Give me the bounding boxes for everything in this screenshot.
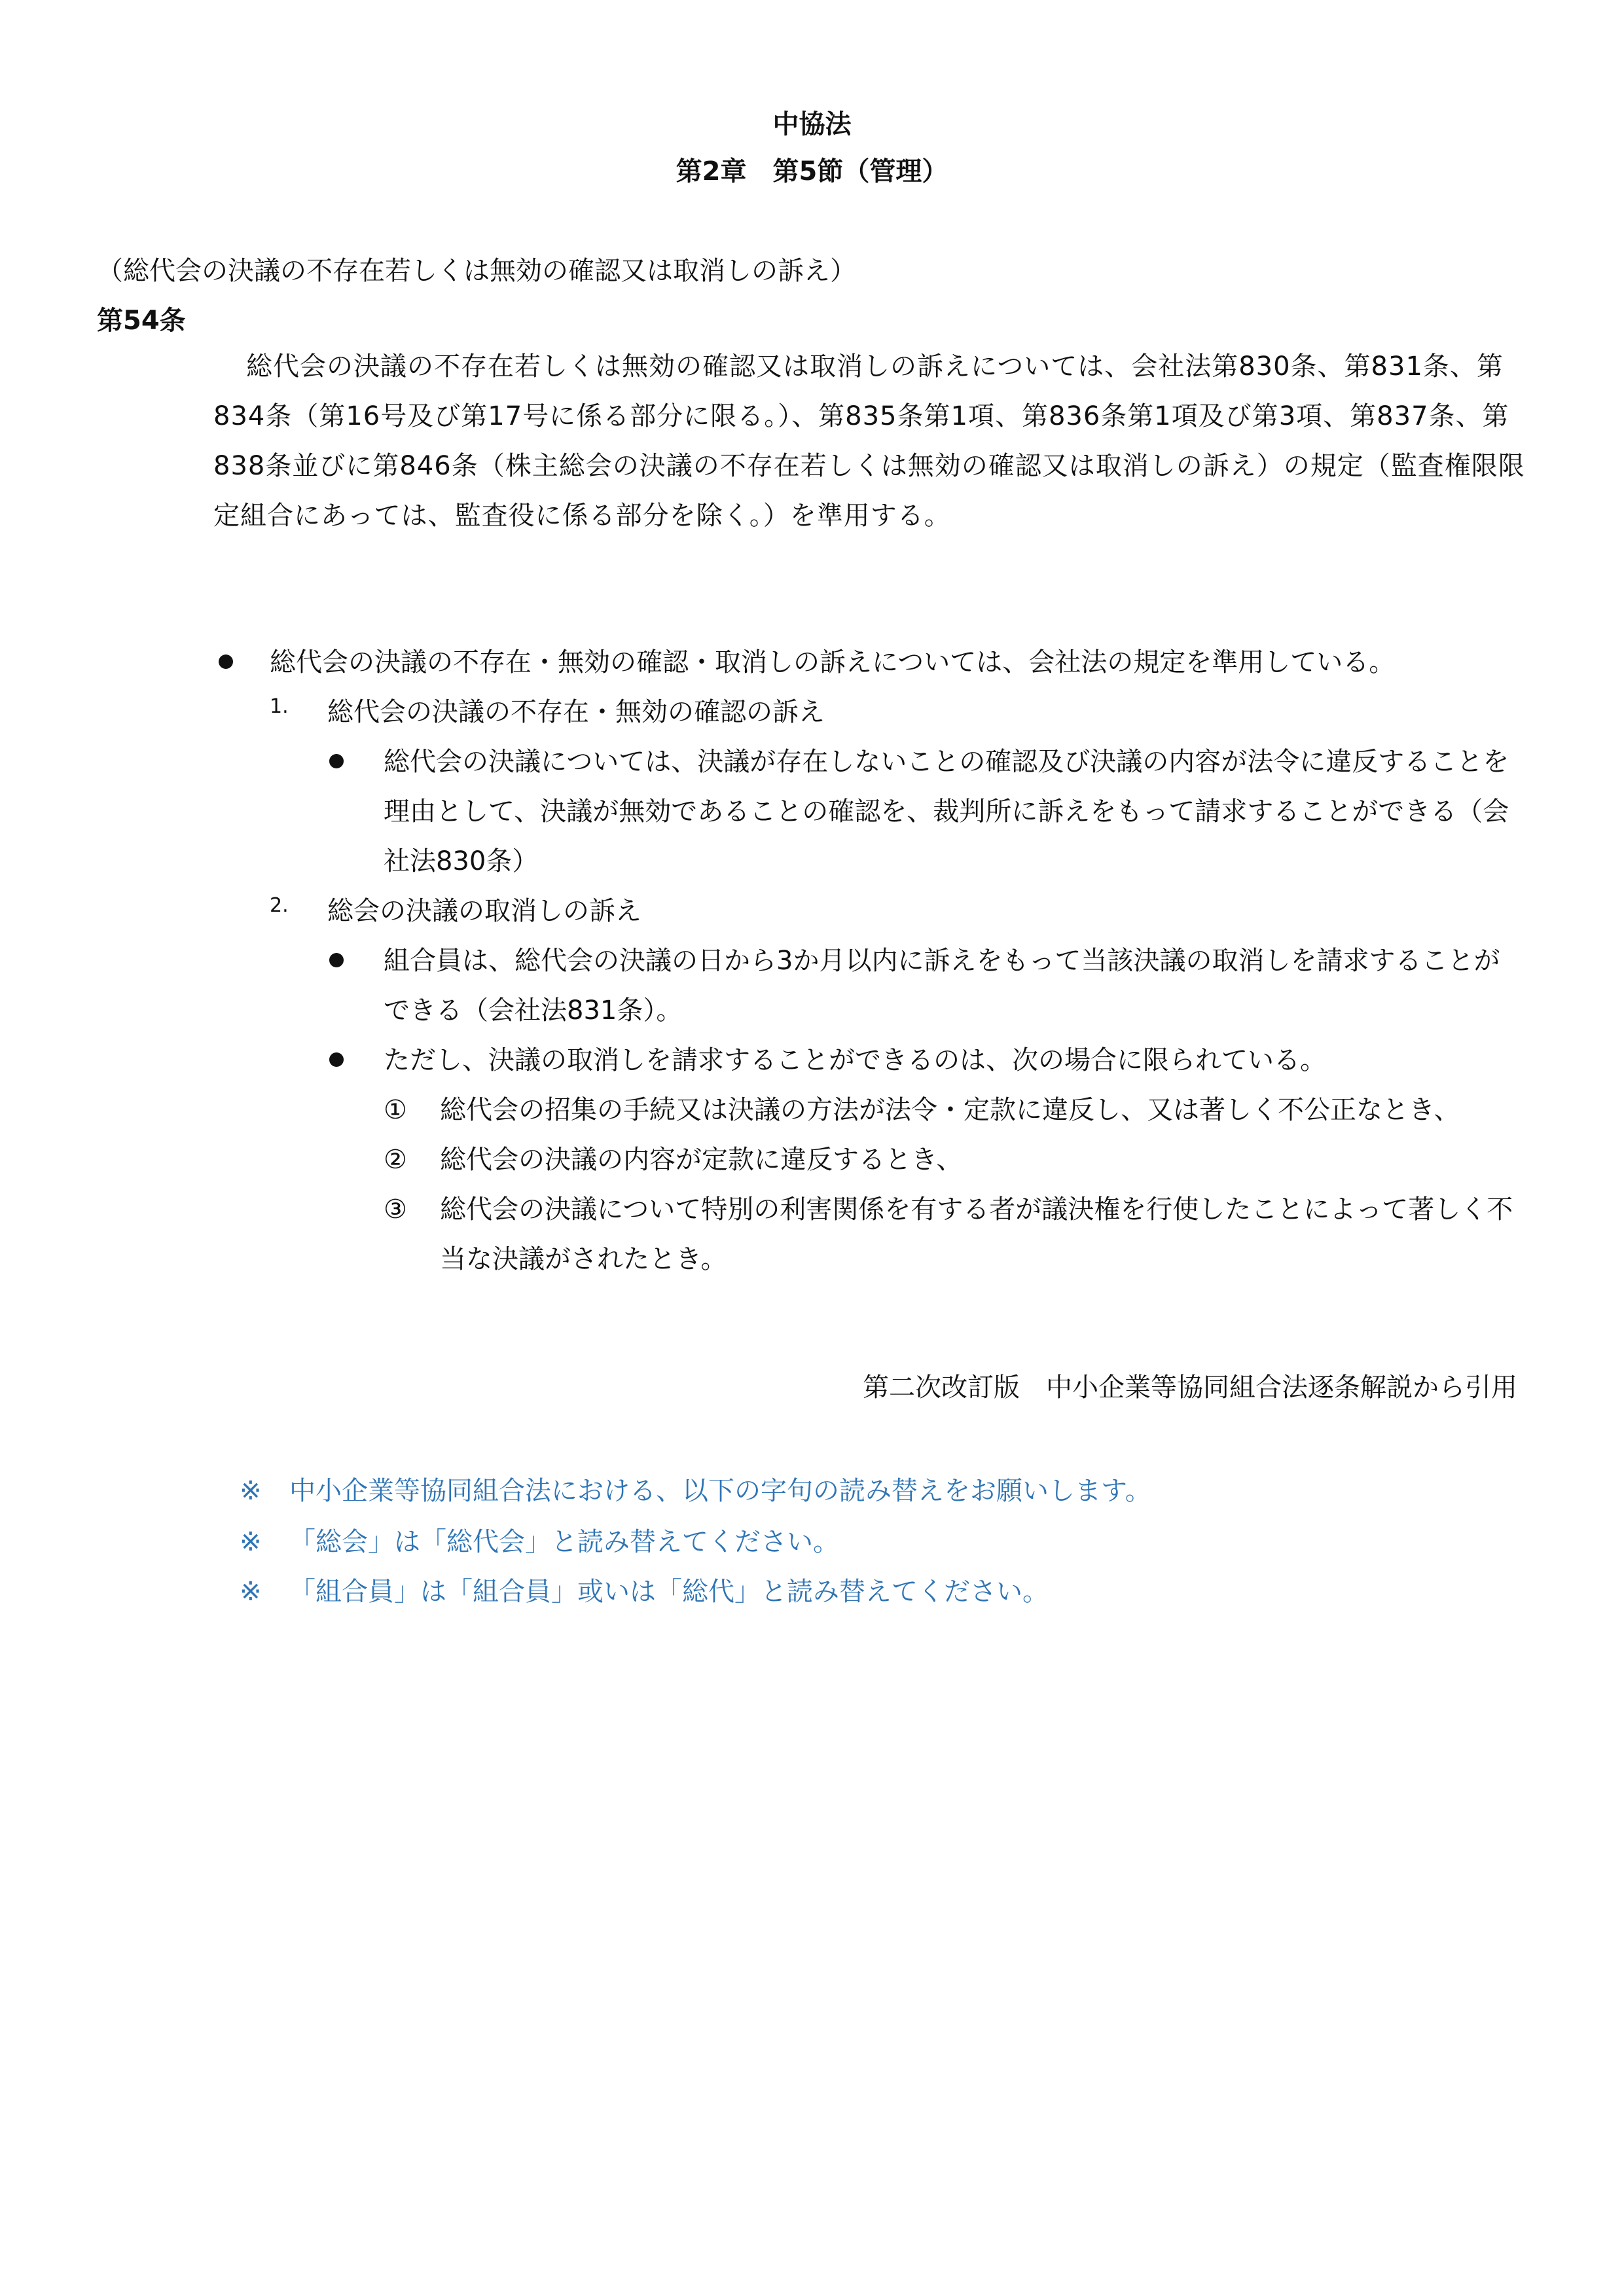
- article-body: 総代会の決議の不存在若しくは無効の確認又は取消しの訴えについては、会社法第830条、第831条、第834条（第16号及び第17号に係る部分に限る。）、第835条第1項、第836条第1項及び第3項、第837条、第838条並びに第846条（株主総会の決議の不存在若しくは無効の確認又は取消しの訴え）の規定（監査権限限定組合にあっては、監査役に係る部分を除く。）を準用する。: [213, 351, 1525, 531]
- case-text: 総代会の決議の内容が定款に違反するとき、: [440, 1145, 963, 1175]
- case-mark: ③: [384, 1194, 407, 1225]
- article-number: 第54条: [97, 306, 186, 336]
- item-heading: 総代会の決議の不存在・無効の確認の訴え: [327, 697, 825, 727]
- document-title: 中協法: [772, 109, 852, 139]
- note-text: 「組合員」は「組合員」或いは「総代」と読み替えてください。: [289, 1577, 1049, 1607]
- item-heading: 総会の決議の取消しの訴え: [327, 896, 641, 926]
- case-text: 総代会の決議について特別の利害関係を有する者が議決権を行使したことによって著しく不当な決議がされたとき。: [440, 1194, 1513, 1274]
- item-point: 総代会の決議については、決議が存在しないことの確認及び決議の内容が法令に違反することを理由として、決議が無効であることの確認を、裁判所に訴えをもって請求することができる（会社法830条）: [384, 747, 1509, 876]
- item-point: ただし、決議の取消しを請求することができるのは、次の場合に限られている。: [384, 1045, 1326, 1075]
- note-mark: ※: [240, 1527, 262, 1557]
- document-subtitle: 第2章 第5節（管理）: [676, 156, 948, 187]
- item-number: 2.: [270, 894, 289, 917]
- note-line: [240, 1579, 1049, 1605]
- bullet-icon: [329, 953, 344, 967]
- source-citation: 第二次改訂版 中小企業等協同組合法逐条解説から引用: [863, 1372, 1517, 1403]
- case-text: 総代会の招集の手続又は決議の方法が法令・定款に違反し、又は著しく不公正なとき、: [440, 1095, 1460, 1125]
- case-mark: ①: [384, 1095, 407, 1125]
- bullet-icon: [329, 754, 344, 768]
- article-caption: （総代会の決議の不存在若しくは無効の確認又は取消しの訴え）: [97, 256, 856, 286]
- bullet-icon: [219, 655, 233, 669]
- note-text: 中小企業等協同組合法における、以下の字句の読み替えをお願いします。: [289, 1476, 1151, 1506]
- note-mark: ※: [240, 1476, 262, 1506]
- note-line: [240, 1529, 839, 1555]
- note-mark: ※: [240, 1577, 262, 1607]
- item-point: 組合員は、総代会の決議の日から3か月以内に訴えをもって当該決議の取消しを請求することができる（会社法831条）。: [384, 946, 1500, 1026]
- item-number: 1.: [270, 695, 289, 718]
- note-line: [240, 1478, 1151, 1504]
- case-mark: ②: [384, 1145, 407, 1175]
- commentary-main-point: 総代会の決議の不存在・無効の確認・取消しの訴えについては、会社法の規定を準用している。: [270, 647, 1396, 677]
- bullet-icon: [329, 1052, 344, 1067]
- note-text: 「総会」は「総代会」と読み替えてください。: [289, 1527, 839, 1557]
